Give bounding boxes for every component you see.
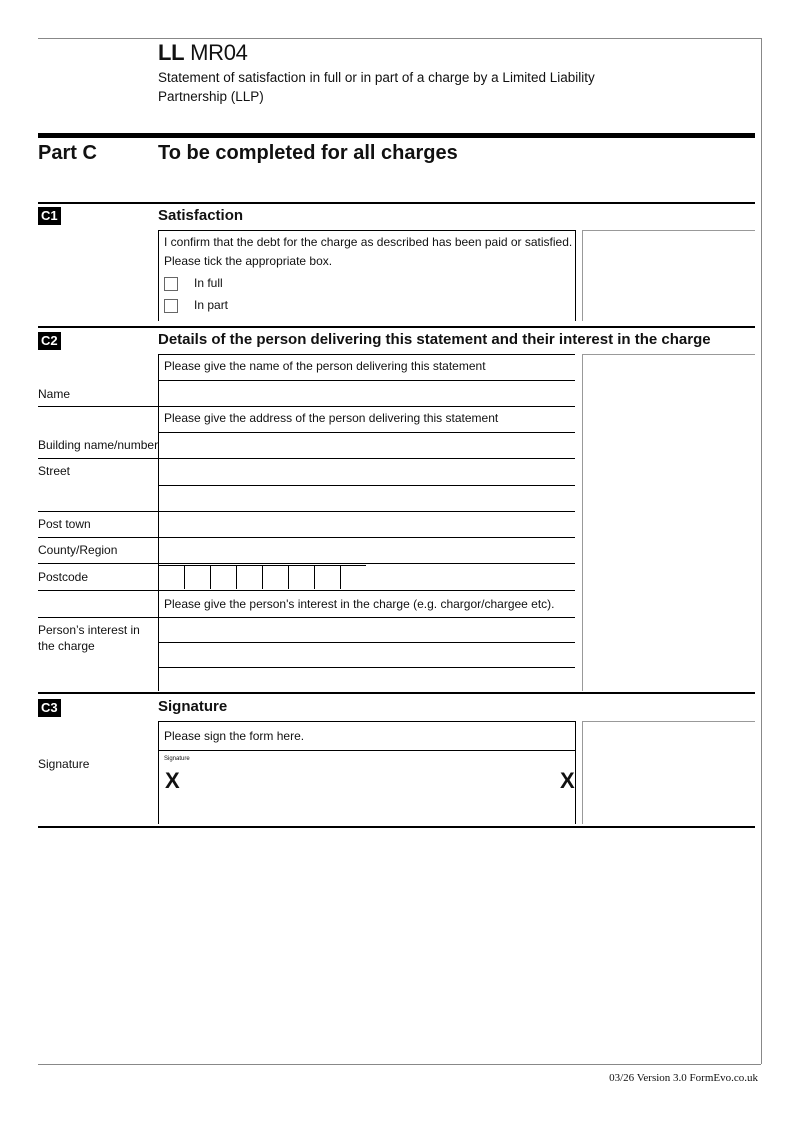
c1-box-top: [158, 230, 575, 231]
c3-note-top: [582, 721, 755, 722]
c1-box-right: [575, 230, 576, 321]
c2-note-left: [582, 354, 583, 691]
street-field-line2[interactable]: [159, 486, 575, 511]
page-frame-top: [38, 38, 761, 39]
in-full-checkbox[interactable]: [164, 277, 178, 291]
c2-rule: [38, 563, 575, 564]
c2-name-prompt: Please give the name of the person delivering this statement: [164, 359, 486, 373]
signature-x-left: X: [165, 768, 180, 793]
c2-interest-prompt: Please give the person's interest in the charge (e.g. chargor/chargee etc).: [164, 597, 555, 611]
c2-rule: [38, 406, 575, 407]
post-town-field[interactable]: [159, 512, 575, 537]
page-frame-right: [761, 38, 762, 1064]
c3-bottom-rule: [38, 826, 755, 828]
in-part-checkbox[interactable]: [164, 299, 178, 313]
in-full-label: In full: [194, 276, 223, 290]
c1-note-left: [582, 230, 583, 321]
c1-confirm-text: I confirm that the debt for the charge as described has been paid or satisfied.: [164, 235, 573, 249]
name-field[interactable]: [159, 381, 575, 406]
signature-label: Signature: [38, 757, 90, 771]
in-part-label: In part: [194, 298, 229, 312]
building-field[interactable]: [159, 433, 575, 458]
signature-caption: Signature: [164, 756, 190, 762]
c2-address-prompt: Please give the address of the person delivering this statement: [164, 411, 499, 425]
interest-label-line1: Person’s interest in: [38, 623, 140, 637]
c3-badge: C3: [38, 699, 61, 717]
postcode-char-box[interactable]: [314, 565, 340, 589]
signature-x-right: X: [560, 768, 575, 793]
signature-field[interactable]: [159, 751, 575, 823]
interest-field-line1[interactable]: [159, 618, 575, 642]
c2-name-prompt-top: [158, 354, 575, 355]
c1-box-left: [158, 230, 159, 321]
interest-field-line2[interactable]: [159, 643, 575, 667]
c2-badge: C2: [38, 332, 61, 350]
postcode-char-box[interactable]: [158, 565, 184, 589]
postcode-box-end: [364, 565, 365, 566]
c3-prompt-top: [158, 721, 575, 722]
post-town-label: Post town: [38, 517, 91, 531]
name-label: Name: [38, 387, 71, 401]
c1-top-rule: [38, 202, 755, 204]
c2-top-rule: [38, 326, 755, 328]
postcode-char-box[interactable]: [340, 565, 366, 589]
c1-badge: C1: [38, 207, 61, 225]
part-divider: [38, 133, 755, 138]
c3-prompt: Please sign the form here.: [164, 729, 305, 743]
c3-box-right: [575, 721, 576, 824]
postcode-label: Postcode: [38, 570, 89, 584]
c3-note-left: [582, 721, 583, 824]
page-frame-bottom: [38, 1064, 761, 1065]
c1-tick-text: Please tick the appropriate box.: [164, 254, 333, 268]
street-label: Street: [38, 464, 71, 478]
postcode-char-box[interactable]: [262, 565, 288, 589]
footer-version: 03/26 Version 3.0 FormEvo.co.uk: [609, 1072, 758, 1084]
c2-title: Details of the person delivering this statement and their interest in the charge: [158, 331, 711, 348]
c2-note-top: [582, 354, 755, 355]
postcode-char-box[interactable]: [184, 565, 210, 589]
interest-field-line3[interactable]: [159, 668, 575, 691]
building-label: Building name/number: [38, 438, 159, 452]
postcode-char-box[interactable]: [210, 565, 236, 589]
form-subtitle: Statement of satisfaction in full or in part of a charge by a Limited Liability Partnership (LLP): [158, 70, 595, 104]
postcode-char-box[interactable]: [236, 565, 262, 589]
c3-top-rule: [38, 692, 755, 694]
part-title: To be completed for all charges: [158, 142, 458, 164]
c2-rule: [38, 590, 575, 591]
county-field[interactable]: [159, 538, 575, 563]
part-label: Part C: [38, 142, 97, 164]
c1-note-top: [582, 230, 755, 231]
c3-title: Signature: [158, 698, 228, 715]
c1-title: Satisfaction: [158, 207, 244, 224]
postcode-char-box[interactable]: [288, 565, 314, 589]
street-field-line1[interactable]: [159, 459, 575, 484]
interest-label-line2: the charge: [38, 639, 95, 653]
county-label: County/Region: [38, 543, 118, 557]
form-code: LL MR04: [158, 40, 248, 65]
